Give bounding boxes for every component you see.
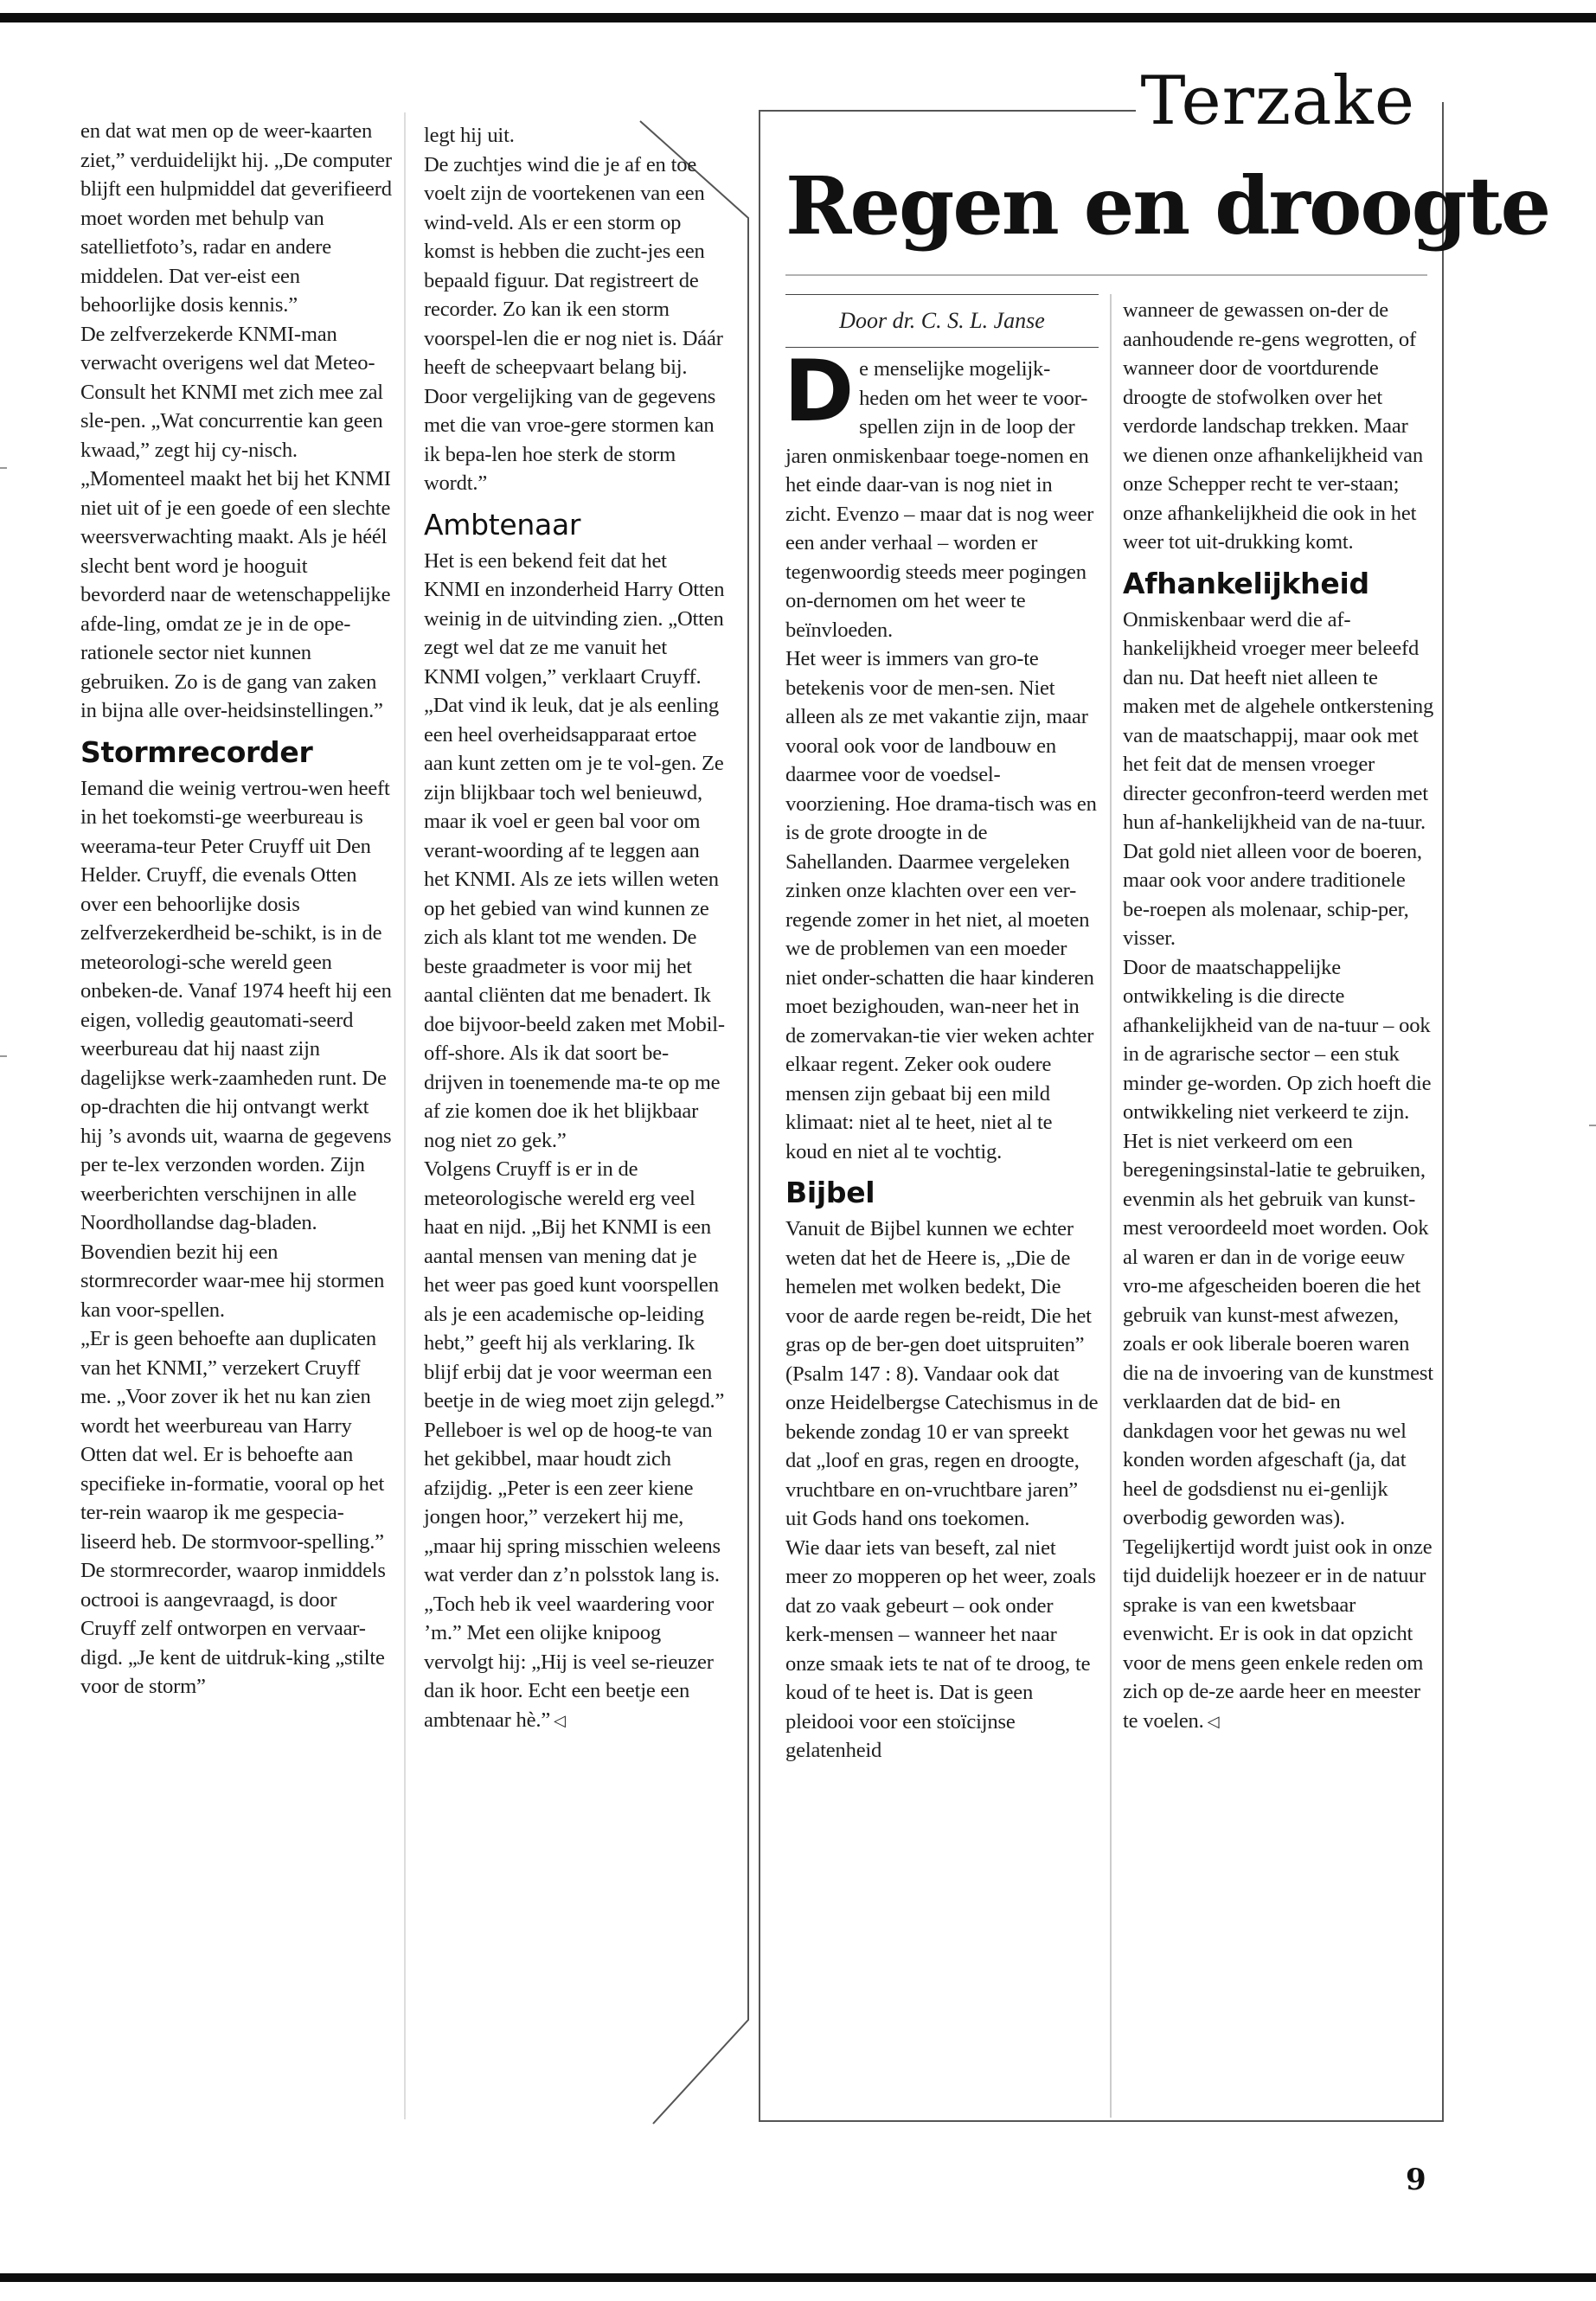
section-heading-ambtenaar: Ambtenaar: [424, 507, 581, 542]
byline: Door dr. C. S. L. Janse: [785, 294, 1099, 348]
margin-tick: [0, 467, 7, 469]
paragraph: Het is een bekend feit dat het KNMI en inzonderheid Harry Otten weinig in de uitvinding zien. „Otten zegt wel dat ze me vanuit het KNMI volgen,” verklaart Cruyff. „Dat vind ik leuk, dat je als eenling een heel overheidsapparaat ertoe aan kunt zetten om je te vol-gen. Ze zijn blijkbaar toch wel benieuwd, maar ik voel er geen bal voor om verant-woording af te leggen aan het KNMI. Als ze iets willen weten op het gebied van wind kunnen ze zich als klant tot me wenden. De beste graadmeter is voor mij het aantal cliënten dat me benadert. Ik doe bijvoor-beeld zaken met Mobil-off-shore. Als ik dat soort be-drijven in toenemende ma-te op me af zie komen doe ik het blijkbaar nog niet zo gek.”: [424, 548, 725, 1152]
paragraph: [784, 343, 1099, 644]
paragraph: [1123, 1533, 1434, 1737]
paragraph: Het weer is immers van gro-te betekenis voor de men-sen. Niet alleen als ze met vakantie zijn, maar vooral ook voor de landbouw en daarmee voor de voedsel-voorziening. Hoe drama-tisch was en is de grote droogte in de Sahellanden. Daarmee vergeleken zinken onze klachten over een ver-regende zomer in het niet, al moeten we de problemen van een moeder niet onder-schatten die haar kinderen moet bezighouden, wan-neer het in de zomervakan-tie vier weken achter elkaar regent. Zeker ook oudere mensen zijn gebaat bij een mild klimaat: niet al te heet, niet al te koud en niet al te vochtig.: [785, 647, 1097, 1163]
paragraph: Iemand die weinig vertrou-wen heeft in het toekomsti-ge weerbureau is weerama-teur Peter Cruyff uit Den Helder. Cruyff, die evenals Otten over een behoorlijke dosis zelfverzekerdheid be-schikt, is in de meteorologi-sche wereld geen onbeken-de. Vanaf 1974 heeft hij een eigen, volledig geautomati-seerd weerbureau dat hij naast zijn dagelijkse werk-zaamheden runt. De op-drachten die hij ontvangt werkt hij ’s avonds uit, waarna de gegevens per te-lex verzonden worden. Zijn weerberichten verschijnen in alle Noordhollandse dag-bladen. Bovendien bezit hij een stormrecorder waar-mee hij stormen kan voor-spellen.: [80, 776, 392, 1322]
paragraph: De zelfverzekerde KNMI-man verwacht overigens wel dat Meteo-Consult het KNMI met zich mee zal sle-pen. „Wat concurrentie kan geen kwaad,” zegt hij cy-nisch. „Momenteel maakt het bij het KNMI niet uit of je een goede of een slechte weersverwachting maakt. Als je héél slecht bent word je hooguit bevorderd naar de wetenschappelijke afde-ling, omdat ze je in de ope-rationele sector niet kunnen gebruiken. Zo is de gang van zaken in bijna alle over-heidsinstellingen.”: [80, 322, 391, 722]
paragraph: legt hij uit.: [424, 124, 515, 147]
paragraph: De stormrecorder, waarop inmiddels octrooi is aangevraagd, is door Cruyff zelf ontworpen en vervaar-digd. „Je kent de uitdruk-king „stilte voor de storm”: [80, 1559, 386, 1698]
drop-cap: D: [784, 343, 855, 441]
rubric-title: Terzake: [1136, 65, 1420, 138]
paragraph: „Er is geen behoefte aan duplicaten van het KNMI,” verzekert Cruyff me. „Voor zover ik het nu kan zien wordt het weerbureau van Harry Otten dat wel. Er is behoefte aan specifieke in-formatie, vooral op het ter-rein waarop ik me gespecia-liseerd heb. De stormvoor-spelling.”: [80, 1327, 385, 1554]
paragraph-text: Tegelijkertijd wordt juist ook in onze tijd duidelijk hoezeer er in de natuur sprake is van een kwetsbaar evenwicht. Er is ook in dat opzicht voor de mens geen enkele reden om zich op de-ze aarde heer en meester te voelen.: [1123, 1535, 1433, 1733]
paragraph: en dat wat men op de weer-kaarten ziet,” verduidelijkt hij. „De computer blijft een hulpmiddel dat geverifieerd moet worden met behulp van satellietfoto’s, radar en andere middelen. Dat ver-eist een behoorlijke dosis kennis.”: [80, 119, 392, 317]
headline: Regen en droogte: [785, 159, 1550, 253]
end-mark-icon: ◁: [554, 1712, 566, 1730]
paragraph: Door de maatschappelijke ontwikkeling is die directe afhankelijkheid van de na-tuur – ook in de agrarische sector – een stuk minder ge-worden. Op zich hoeft die ontwikkeling niet verkeerd te zijn. Het is niet verkeerd om een beregeningsinstal-latie te gebruiken, evenmin als het gebruik van kunst-mest veroordeeld moet worden. Ook al waren er dan in de vorige eeuw vro-me afgescheiden boeren die het gebruik van kunst-mest afwezen, zoals er ook liberale boeren waren die na de invoering van de kunstmest verklaarden dat de bid- en dankdagen voor het gewas nu wel konden worden afgeschaft (ja, dat heel de godsdienst nu ei-genlijk overbodig geworden was).: [1123, 955, 1433, 1529]
paragraph: De zuchtjes wind die je af en toe voelt zijn de voortekenen van een wind-veld. Als er een storm op komst is hebben die zucht-jes een bepaald figuur. Dat registreert de recorder. Zo kan ik een storm voorspel-len die er nog niet is. Dáár heeft de scheepvaart belang bij. Door vergelijking van de gegevens met die van vroe-gere stormen kan ik bepa-len hoe sterk de storm wordt.”: [424, 152, 723, 495]
article-column-3: [784, 343, 1099, 1766]
article-column-2: [424, 121, 727, 1736]
article-column-1: [80, 117, 392, 1702]
section-heading-afhankelijkheid: Afhankelijkheid: [1123, 566, 1369, 600]
paragraph-text: e menselijke mogelijk-heden om het weer te voor-spellen zijn in de loop der jaren onmiskenbaar toege-nomen en het einde daar-van is nog niet in zicht. Evenzo – maar dat is nog weer een ander verhaal – worden er tegenwoordig steeds meer pogingen on-dernomen om het weer te beïnvloeden.: [785, 357, 1094, 642]
margin-tick: [0, 1055, 7, 1057]
top-rule: [0, 13, 1596, 22]
paragraph: Vanuit de Bijbel kunnen we echter weten dat het de Heere is, „Die de hemelen met wolken bedekt, Die voor de aarde regen be-reidt, Die het gras op de ber-gen doet uitspruiten” (Psalm 147 : 8). Vandaar ook dat onze Heidelbergse Catechismus in de bekende zondag 10 er van spreekt dat „loof en gras, regen en droogte, vruchtbare en on-vruchtbare jaren” uit Gods hand ons toekomen.: [785, 1217, 1099, 1530]
section-heading-stormrecorder: Stormrecorder: [80, 734, 313, 769]
paragraph: Volgens Cruyff is er in de meteorologische wereld erg veel haat en nijd. „Bij het KNMI is een aantal mensen van mening dat je het weer pas goed kunt voorspellen als je een academische op-leiding hebt,” geeft hij als verklaring. Ik blijf erbij dat je voor weerman een beetje in de wieg moet zijn gelegd.”: [424, 1157, 725, 1413]
paragraph: Onmiskenbaar werd die af-hankelijkheid vroeger meer beleefd dan nu. Dat heeft niet alleen te maken met de algehele ontkerstening van de maatschappij, maar ook met het feit dat de mensen vroeger directer geconfron-teerd werden met hun af-hankelijkheid van de na-tuur. Dat gold niet alleen voor de boeren, maar ook voor andere traditionele be-roepen als molenaar, schip-per, visser.: [1123, 607, 1434, 950]
end-mark-icon: ◁: [1207, 1713, 1220, 1731]
margin-tick: [1589, 1125, 1596, 1126]
paragraph-text: Pelleboer is wel op de hoog-te van het gekibbel, maar houdt zich afzijdig. „Peter is een zeer kiene jongen hoor,” verzekert hij me, „maar hij spring misschien weleens wat verder dan z’n polsstok lang is. „Toch heb ik veel waardering voor ’m.” Met een olijke knipoog vervolgt hij: „Hij is veel se-rieuzer dan ik hoor. Echt een beetje een ambtenaar hè.”: [424, 1418, 721, 1732]
section-heading-bijbel: Bijbel: [785, 1176, 875, 1209]
article-column-4: [1123, 296, 1434, 1737]
paragraph: wanneer de gewassen on-der de aanhoudende re-gens wegrotten, of wanneer door de voortdurende droogte de stofwolken over het verdorde landschap trekken. Maar we dienen onze afhankelijkheid van onze Schepper recht te ver-staan; onze afhankelijkheid die ook in het weer tot uit-drukking komt.: [1123, 298, 1423, 554]
bottom-rule: [0, 2273, 1596, 2282]
paragraph: Wie daar iets van beseft, zal niet meer zo mopperen op het weer, zoals dat zo vaak gebeurt – ook onder kerk-mensen – wanneer het naar onze smaak iets te nat of te droog, te koud of te heet is. Dat is geen pleidooi voor een stoïcijnse gelatenheid: [785, 1535, 1096, 1762]
page-number: 9: [1406, 2163, 1426, 2197]
paragraph: [424, 1416, 727, 1736]
